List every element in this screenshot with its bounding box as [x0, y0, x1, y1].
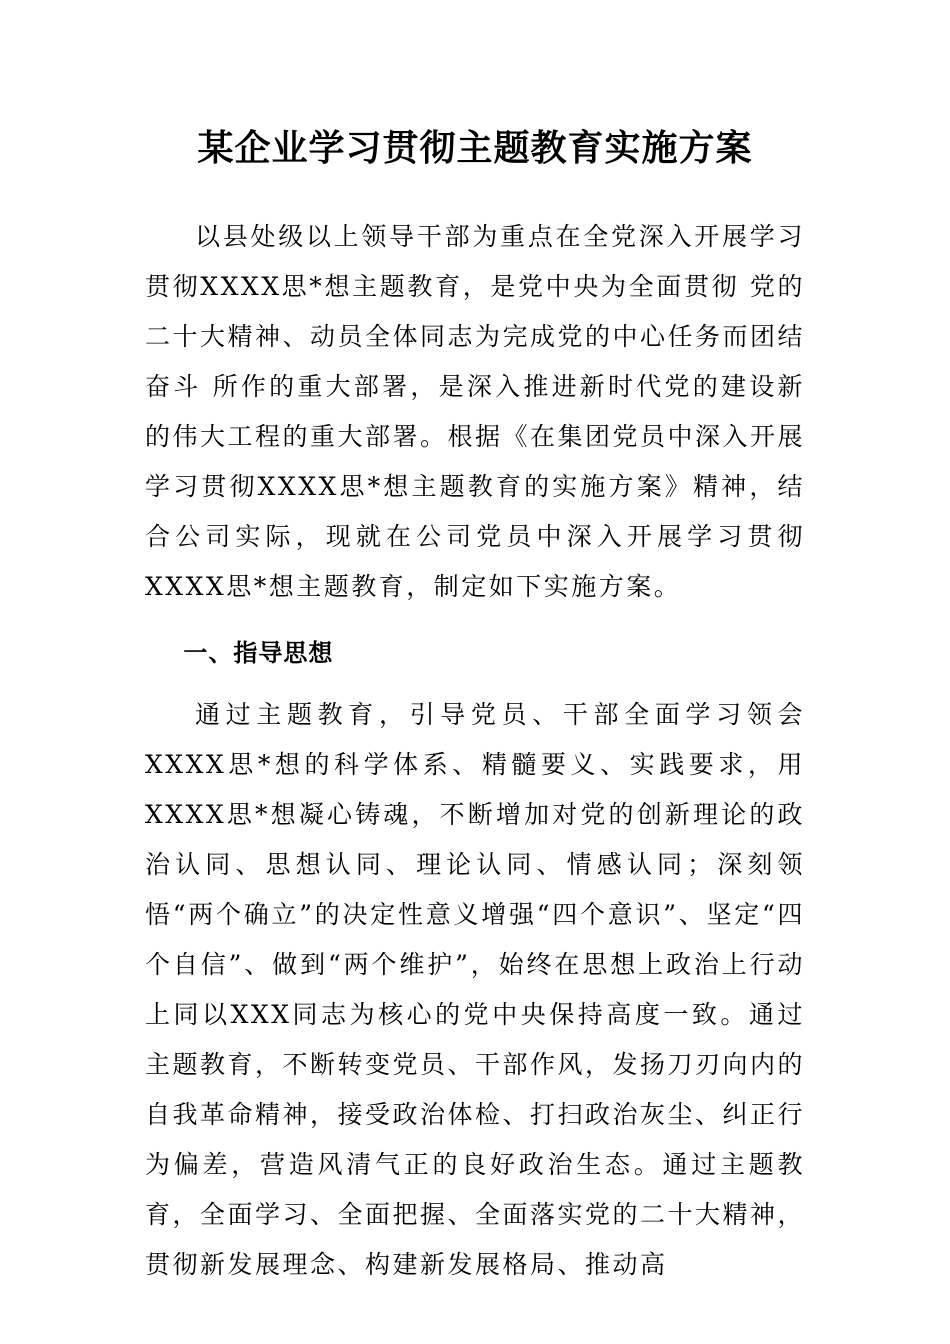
- section-paragraph-guiding-ideology: 通过主题教育，引导党员、干部全面学习领会XXXX思*想的科学体系、精髓要义、实践要求，用XXXX思*想凝心铸魂，不断增加对党的创新理论的政治认同、思想认同、理论认同、情感认同；深刻领悟“两个确立”的决定性意义增强“四个意识”、坚定“四个自信”、做到“两个维护”，始终在思想上政治上行动上同以XXX同志为核心的党中央保持高度一致。通过主题教育，不断转变党员、干部作风，发扬刀刃向内的自我革命精神，接受政治体检、打扫政治灰尘、纠正行为偏差，营造风清气正的良好政治生态。通过主题教育，全面学习、全面把握、全面落实党的二十大精神，贯彻新发展理念、构建新发展格局、推动高: [145, 700, 806, 1279]
- section-heading-guiding-ideology: 一、指导思想: [183, 639, 334, 667]
- document-page: [145, 118, 805, 1290]
- document-title: 某企业学习贯彻主题教育实施方案: [197, 127, 753, 169]
- intro-paragraph: 以县处级以上领导干部为重点在全党深入开展学习贯彻XXXX思*想主题教育，是党中央为全面贯彻 党的二十大精神、动员全体同志为完成党的中心任务而团结奋斗 所作的重大部署，是深入推进新时代党的建设新的伟大工程的重大部署。根据《在集团党员中深入开展学习贯彻XXXX思*想主题教育的实施方案》精神，结合公司实际，现就在公司党员中深入开展学习贯彻XXXX思*想主题教育，制定如下实施方案。: [145, 222, 806, 601]
